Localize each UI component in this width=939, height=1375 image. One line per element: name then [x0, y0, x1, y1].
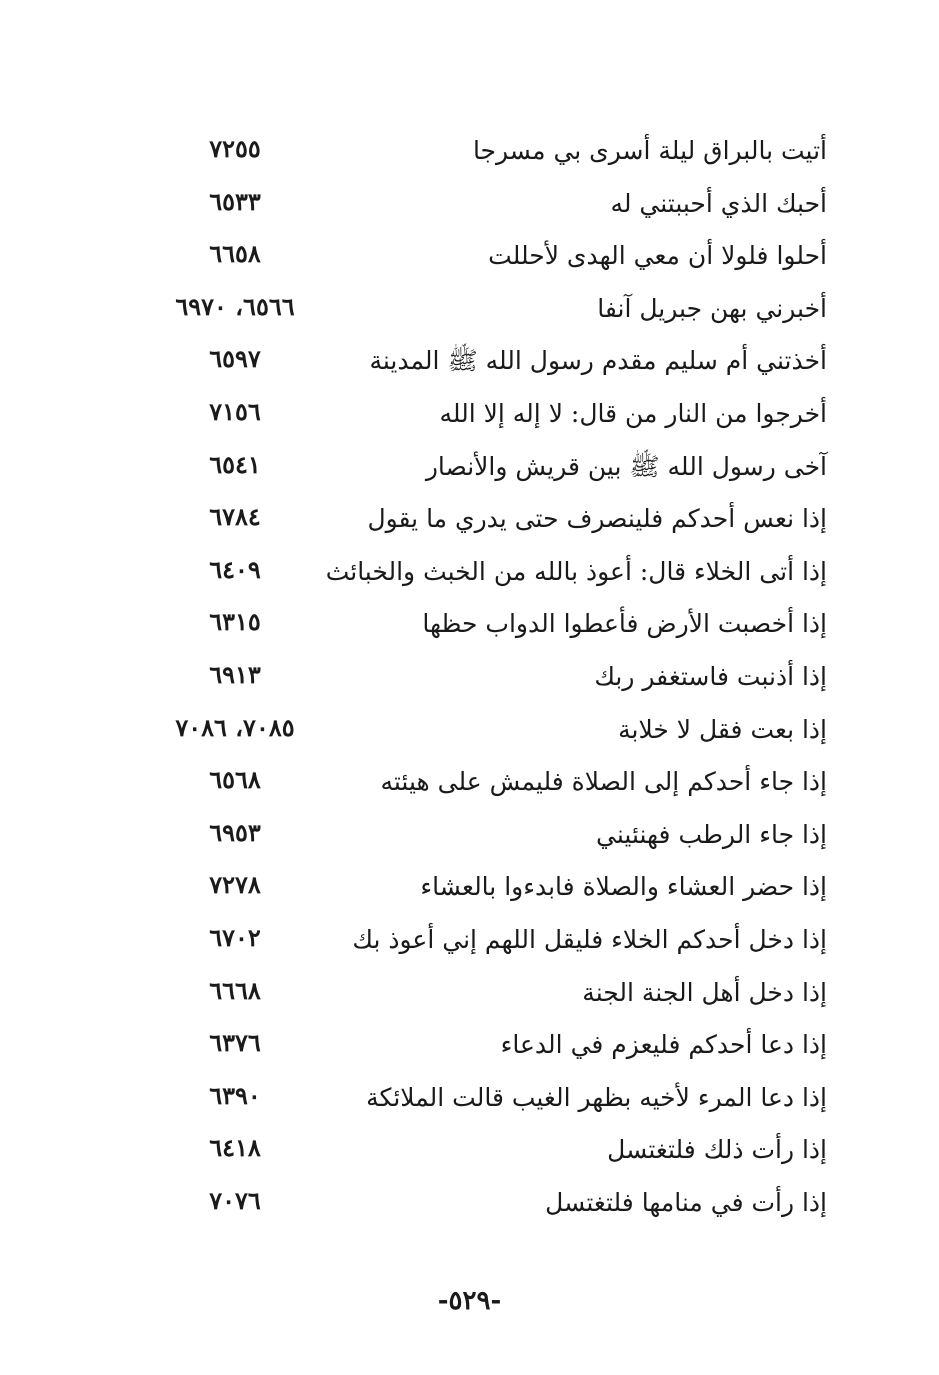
- hadith-text: إذا بعت فقل لا خلابة: [618, 714, 827, 744]
- hadith-reference-number: ٧٠٧٦: [209, 1185, 261, 1215]
- index-entry: [0, 1071, 939, 1124]
- index-entry: [0, 282, 939, 335]
- hadith-text: إذا جاء الرطب فهنئيني: [596, 819, 827, 849]
- hadith-text: إذا حضر العشاء والصلاة فابدءوا بالعشاء: [420, 872, 827, 902]
- index-entry: [0, 334, 939, 387]
- index-entry: [0, 703, 939, 756]
- index-entry: [0, 808, 939, 861]
- hadith-text: إذا جاء أحدكم إلى الصلاة فليمش على هيئته: [380, 767, 827, 797]
- index-entry: [0, 387, 939, 440]
- hadith-text: إذا دعا المرء لأخيه بظهر الغيب قالت الملائكة: [366, 1082, 827, 1112]
- hadith-text: أحلوا فلولا أن معي الهدى لأحللت: [488, 241, 827, 271]
- page-number: -٥٢٩-: [437, 1286, 502, 1316]
- index-entry: [0, 545, 939, 598]
- index-entry: [0, 229, 939, 282]
- hadith-text: إذا دخل أهل الجنة الجنة: [582, 977, 827, 1007]
- hadith-reference-number: ٦٥٣٣: [209, 186, 261, 216]
- hadith-reference-number: ٦٣٧٦: [209, 1028, 261, 1058]
- index-entry: [0, 966, 939, 1019]
- hadith-reference-number: ٦٣٩٠: [209, 1080, 261, 1110]
- hadith-text: إذا أذنبت فاستغفر ربك: [594, 661, 827, 691]
- index-entry: [0, 597, 939, 650]
- hadith-reference-number: ٧٢٥٥: [209, 134, 261, 163]
- hadith-text: أخذتني أم سليم مقدم رسول الله ﷺ المدينة: [369, 346, 827, 376]
- hadith-text: آخى رسول الله ﷺ بين قريش والأنصار: [425, 451, 827, 481]
- index-entry: [0, 1018, 939, 1071]
- hadith-text: أتيت بالبراق ليلة أسرى بي مسرجا: [472, 136, 827, 165]
- hadith-reference-number: ٦٣١٥: [209, 607, 261, 637]
- index-entry: [0, 650, 939, 703]
- index-entry: [0, 492, 939, 545]
- index-entry: [0, 440, 939, 493]
- index-entry: [0, 124, 939, 177]
- index-entry: [0, 1123, 939, 1176]
- hadith-reference-number: ٦٩٥٣: [209, 817, 261, 847]
- hadith-text: أخبرني بهن جبريل آنفا: [597, 293, 827, 323]
- hadith-text: إذا أخصبت الأرض فأعطوا الدواب حظها: [422, 609, 827, 639]
- hadith-reference-number: ٦٧٠٢: [209, 922, 261, 952]
- hadith-reference-number: ٦٥٩٧: [209, 344, 261, 374]
- hadith-text: إذا رأت ذلك فلتغتسل: [607, 1135, 827, 1165]
- hadith-reference-number: ٦٥٦٨: [209, 765, 261, 795]
- hadith-reference-number: ٦٦٦٨: [209, 975, 261, 1005]
- hadith-reference-number: ٧٠٨٥، ٧٠٨٦: [175, 712, 295, 742]
- index-entry: [0, 860, 939, 913]
- hadith-text: إذا أتى الخلاء قال: أعوذ بالله من الخبث والخبائث: [325, 556, 827, 586]
- index-entry: [0, 177, 939, 230]
- hadith-reference-number: ٦٩١٣: [209, 659, 261, 689]
- hadith-reference-number: ٦٧٨٤: [209, 502, 261, 532]
- hadith-text: إذا رأت في منامها فلتغتسل: [545, 1187, 827, 1217]
- hadith-reference-number: ٦٥٦٦، ٦٩٧٠: [175, 291, 295, 321]
- hadith-text: إذا دخل أحدكم الخلاء فليقل اللهم إني أعوذ بك: [352, 924, 827, 954]
- hadith-reference-number: ٧٢٧٨: [209, 870, 261, 900]
- index-entry: [0, 913, 939, 966]
- index-entry: [0, 1176, 939, 1229]
- hadith-text: أحبك الذي أحببتني له: [610, 188, 827, 218]
- hadith-reference-number: ٧١٥٦: [209, 396, 261, 426]
- hadith-reference-number: ٦٥٤١: [209, 449, 261, 479]
- hadith-text: إذا نعس أحدكم فلينصرف حتى يدري ما يقول: [367, 504, 827, 534]
- hadith-text: أخرجوا من النار من قال: لا إله إلا الله: [439, 398, 827, 428]
- hadith-reference-number: ٦٤٠٩: [209, 554, 261, 584]
- hadith-reference-number: ٦٤١٨: [209, 1133, 261, 1163]
- hadith-reference-number: ٦٦٥٨: [209, 239, 261, 269]
- hadith-index-list: [0, 124, 939, 1228]
- hadith-text: إذا دعا أحدكم فليعزم في الدعاء: [500, 1030, 827, 1060]
- index-entry: [0, 755, 939, 808]
